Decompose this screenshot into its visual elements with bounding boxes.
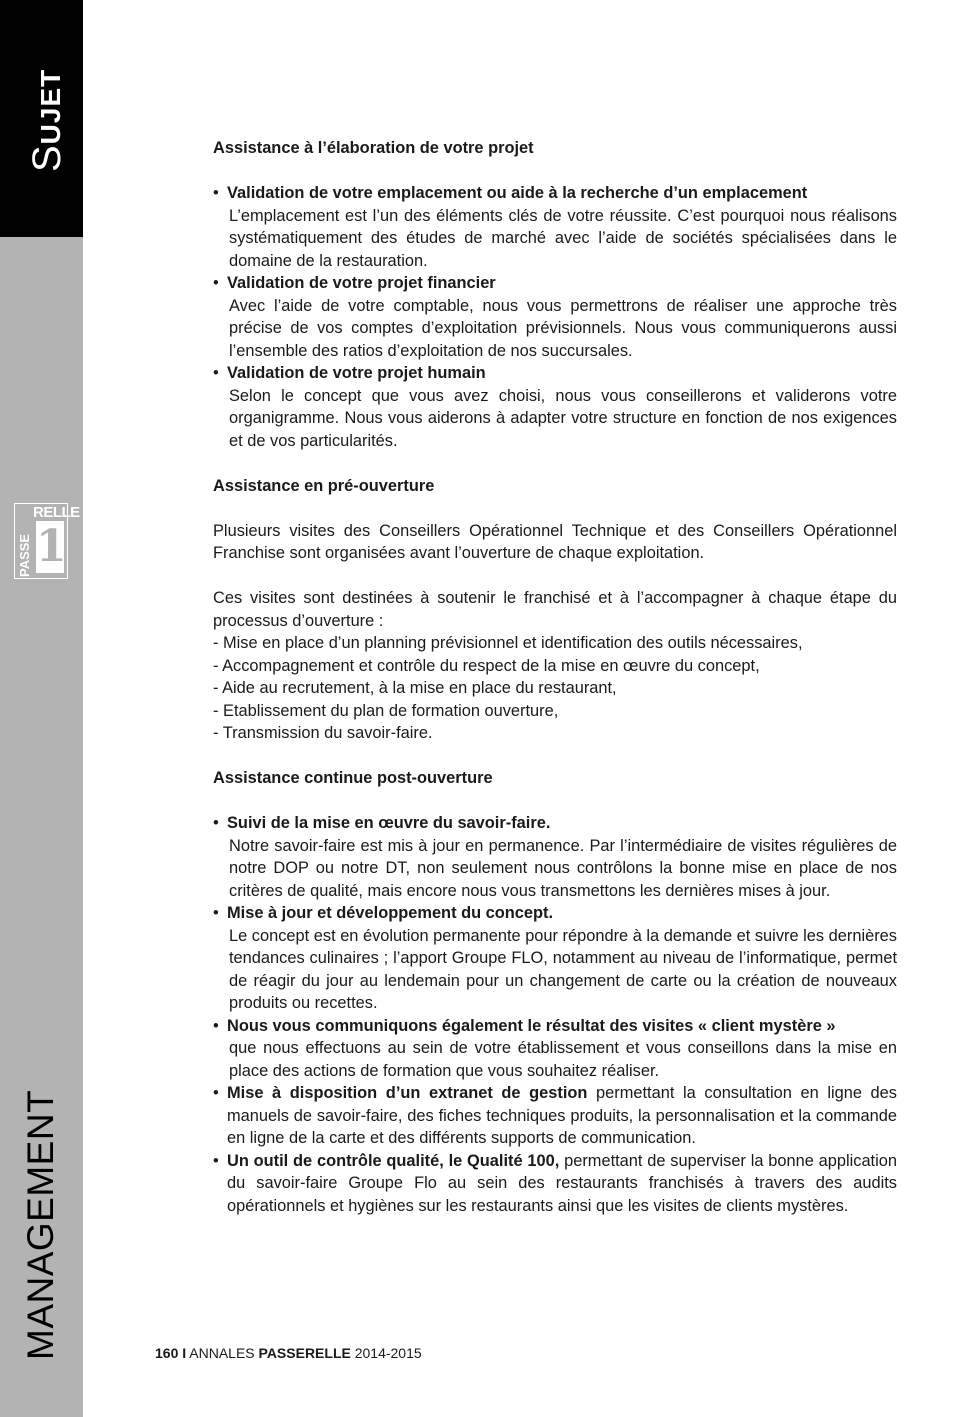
- section1-item: [213, 362, 897, 452]
- section3-item: [213, 1082, 897, 1150]
- page-content: [213, 137, 897, 1217]
- footer-separator: I: [182, 1345, 187, 1361]
- item-body: permettant de superviser la bonne application du savoir-faire Groupe Flo au sein des restaurants franchisés à travers des audits opérationnels et hygiènes sur les restaurants ainsi que les visites de clients mystères.: [227, 1151, 897, 1215]
- list-item: - Aide au recrutement, à la mise en place du restaurant,: [213, 679, 617, 697]
- item-text: [227, 1150, 897, 1218]
- section2-para1: Plusieurs visites des Conseillers Opérationnel Technique et des Conseillers Opérationnel Franchise sont organisées avant l’ouverture de chaque exploitation.: [213, 521, 897, 562]
- item-title: Mise à jour et développement du concept.: [227, 904, 554, 922]
- bullet-dot: •: [213, 1016, 219, 1035]
- section3-item: [213, 1015, 897, 1083]
- section3-item: [213, 1150, 897, 1218]
- list-item: - Accompagnement et contrôle du respect de la mise en œuvre du concept,: [213, 656, 760, 675]
- sujet-rest: UJET: [35, 68, 66, 145]
- section1-heading: Assistance à l’élaboration de votre projet: [213, 139, 534, 157]
- item-title: Suivi de la mise en œuvre du savoir-faire.: [227, 814, 551, 832]
- sujet-cap: S: [25, 144, 69, 172]
- footer-years: 2014-2015: [354, 1345, 422, 1361]
- item-body: Notre savoir-faire est mis à jour en permanence. Par l’intermédiaire de visites régulières de notre DOP ou notre DT, non seulement nous contrôlons la bonne mise en place de nos critères de qualité, mais encore nous vous transmettons les dernières mises à jour.: [229, 836, 897, 900]
- logo-passe-text: PASSE: [17, 533, 32, 577]
- section1-item: [213, 272, 897, 362]
- bullet-dot: •: [213, 1151, 219, 1170]
- management-label: MANAGEMENT: [20, 1089, 61, 1360]
- list-item: - Etablissement du plan de formation ouverture,: [213, 701, 559, 720]
- bullet-dot: •: [213, 184, 219, 202]
- item-body: que nous effectuons au sein de votre établissement et vous conseillons dans la mise en place des actions de formation que vous souhaitez réaliser.: [229, 1039, 897, 1080]
- section2-heading: Assistance en pré-ouverture: [213, 476, 435, 495]
- item-title: Validation de votre projet humain: [227, 364, 486, 382]
- bullet-dot: •: [213, 814, 219, 832]
- item-text: [227, 1082, 897, 1150]
- footer-annales: ANNALES: [189, 1345, 255, 1361]
- section3-item: [213, 902, 897, 1015]
- footer-brand: PASSERELLE: [258, 1345, 351, 1361]
- list-item: - Mise en place d’un planning prévisionnel et identification des outils nécessaires,: [213, 634, 803, 652]
- page-number: 160: [155, 1345, 179, 1361]
- section1-item: [213, 182, 897, 272]
- item-title: Validation de votre projet financier: [227, 274, 496, 292]
- sidebar: [0, 0, 83, 1417]
- item-body: Selon le concept que vous avez choisi, nous vous conseillerons et validerons votre organigramme. Nous vous aiderons à adapter votre structure en fonction de nos exigences et de vos particularités.: [229, 386, 897, 450]
- item-body: Le concept est en évolution permanente pour répondre à la demande et suivre les dernières tendances culinaires ; l’apport Groupe FLO, notamment au niveau de l’informatique, permet de réagir du jour au lendemain pour un changement de carte ou la création de nouveaux produits ou recettes.: [229, 926, 897, 1012]
- bullet-dot: •: [213, 904, 219, 922]
- bullet-dot: •: [213, 364, 219, 382]
- passerelle-logo: [14, 503, 80, 579]
- logo-relle-text: RELLE: [33, 504, 80, 521]
- item-title: Mise à disposition d’un extranet de gestion: [227, 1084, 588, 1102]
- section3-heading: Assistance continue post-ouverture: [213, 769, 493, 787]
- item-title: Validation de votre emplacement ou aide à la recherche d’un emplacement: [227, 184, 808, 202]
- item-body: L’emplacement est l’un des éléments clés de votre réussite. C’est pourquoi nous réalisons systématiquement des études de marché avec l’aide de sociétés spécialisées dans le domaine de la restauration.: [229, 206, 897, 270]
- bullet-dot: •: [213, 1084, 219, 1102]
- sujet-label: [25, 69, 70, 172]
- item-title: Nous vous communiquons également le résultat des visites « client mystère »: [227, 1016, 836, 1035]
- item-body: permettant la consultation en ligne des manuels de savoir-faire, des fiches techniques produits, la personnalisation et la commande en ligne de la carte et des différents supports de communication.: [227, 1084, 897, 1147]
- item-title: Un outil de contrôle qualité, le Qualité 100,: [227, 1151, 560, 1170]
- section3-item: [213, 812, 897, 902]
- list-item: - Transmission du savoir-faire.: [213, 724, 433, 742]
- page-footer: [155, 1345, 422, 1361]
- item-body: Avec l’aide de votre comptable, nous vous permettrons de réaliser une approche très précise de vos comptes d’exploitation prévisionnels. Nous vous communiquerons aussi l’ensemble des ratios d’exploitation de nos succursales.: [229, 296, 897, 360]
- section2-para2: Ces visites sont destinées à soutenir le franchisé et à l’accompagner à chaque étape du processus d’ouverture :: [213, 589, 897, 630]
- bullet-dot: •: [213, 274, 219, 292]
- logo-number-one: 1: [36, 521, 67, 572]
